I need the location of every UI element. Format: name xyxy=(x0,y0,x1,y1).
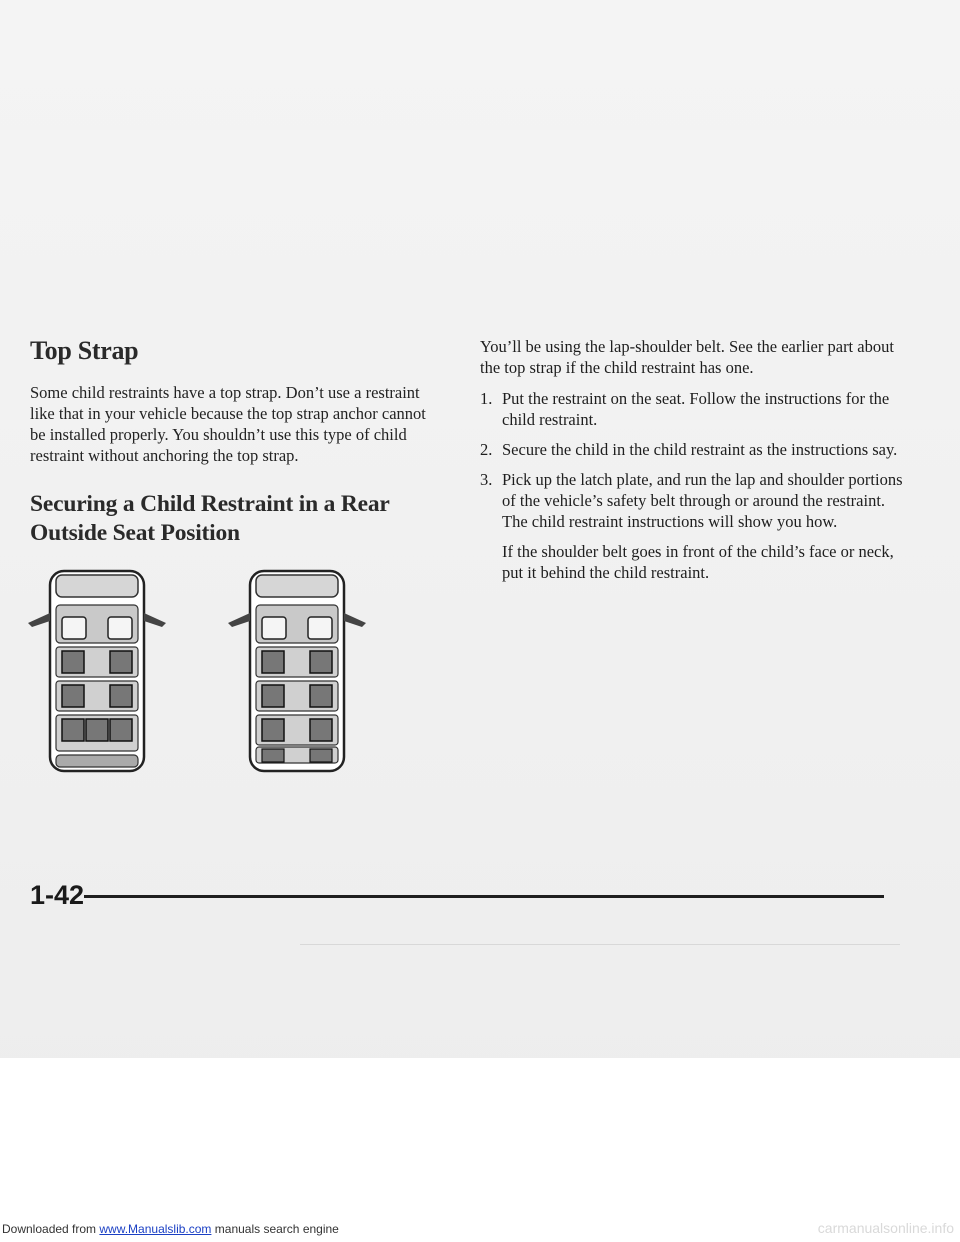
step-number: 1. xyxy=(480,389,493,408)
download-watermark xyxy=(2,1222,339,1236)
page-bottom-margin xyxy=(0,1058,960,1242)
footer-rule xyxy=(84,895,884,898)
securing-heading xyxy=(30,490,430,548)
watermark-suffix: manuals search engine xyxy=(211,1222,339,1236)
site-watermark: carmanualsonline.info xyxy=(817,1220,954,1236)
van-seating-diagram-b xyxy=(222,565,372,775)
seating-diagrams xyxy=(22,565,362,775)
securing-heading-line2: Outside Seat Position xyxy=(30,520,240,546)
instruction-step xyxy=(480,388,910,430)
step-text: Put the restraint on the seat. Follow the instructions for the child restraint. xyxy=(502,389,890,429)
top-strap-paragraph: Some child restraints have a top strap. Don’t use a restraint like that in your vehicle because the top strap anchor cannot be installed properly. You shouldn’t use this type of child restraint without anchoring the top strap. xyxy=(30,383,426,465)
step-text: Pick up the latch plate, and run the lap and shoulder portions of the vehicle’s safety belt through or around the restraint. The child restraint instructions will show you how. xyxy=(502,470,903,531)
scan-line xyxy=(300,944,900,945)
step-number: 2. xyxy=(480,440,493,459)
instruction-step xyxy=(480,439,910,460)
page-number: 1-42 xyxy=(30,880,85,910)
left-column xyxy=(30,336,430,548)
manualslib-link[interactable]: www.Manualslib.com xyxy=(99,1222,212,1236)
lap-shoulder-intro: You’ll be using the lap-shoulder belt. See the earlier part about the top strap if the child restraint has one. xyxy=(480,337,894,377)
step-text: Secure the child in the child restraint as the instructions say. xyxy=(502,440,898,459)
securing-heading-line1: Securing a Child Restraint in a Rear xyxy=(30,491,390,517)
instruction-step xyxy=(480,469,910,532)
right-column xyxy=(480,336,910,583)
instruction-steps xyxy=(480,388,910,532)
watermark-prefix: Downloaded from xyxy=(2,1222,100,1236)
shoulder-belt-note: If the shoulder belt goes in front of the child’s face or neck, put it behind the child restraint. xyxy=(502,542,894,582)
top-strap-heading: Top Strap xyxy=(30,336,139,365)
step-number: 3. xyxy=(480,470,493,489)
van-seating-diagram-a xyxy=(22,565,172,775)
